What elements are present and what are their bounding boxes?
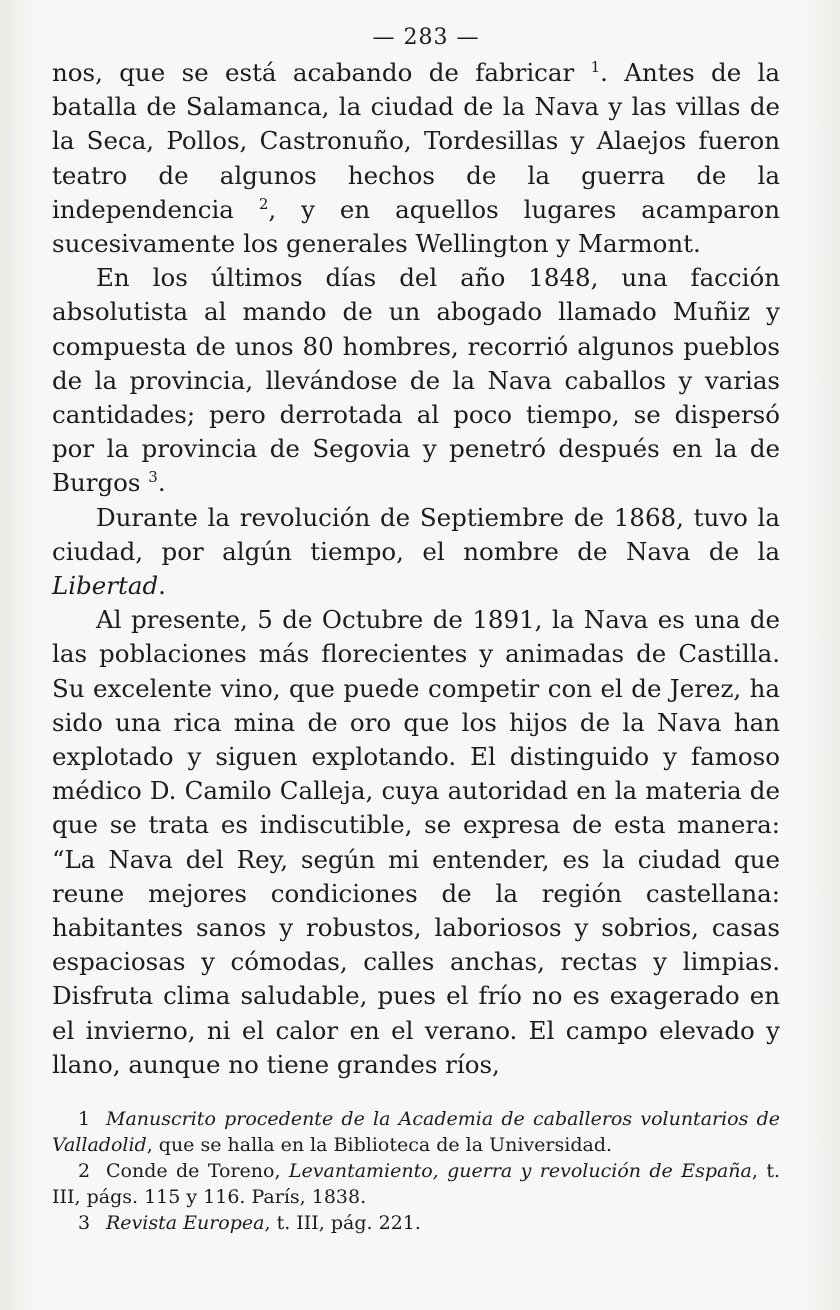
text-run: . Antes de la batalla de Salamanca, la ciudad de la Nava y las villas de la Seca, Pollos, Castronuño, Tordesillas y Alaejos fueron teatro de algunos hechos de la guerra de la independencia <box>52 58 781 224</box>
text-run: , y en aquellos lugares acamparon sucesivamente los generales Wellington y Marmont. <box>52 194 781 259</box>
italic-text: Libertad <box>52 571 159 601</box>
text-run: nos, que se está acabando de fabricar <box>52 58 591 87</box>
text-run: , t. III, pág. 221. <box>264 1212 421 1234</box>
text-run: Conde de Toreno, <box>106 1160 289 1182</box>
footnote-ref-3: 3 <box>148 468 158 487</box>
italic-text: Levantamiento, guerra y revolución de España <box>288 1160 752 1182</box>
text-run: . <box>158 571 166 601</box>
text-run: Durante la revolución de Septiembre de 1868, tuvo la ciudad, por algún tiempo, el nombre de Nava de la <box>52 502 780 566</box>
text-run: En los últimos días del año 1848, una facción absolutista al mando de un abogado llamado Muñiz y compuesta de unos 80 hombres, recorrió algunos pueblos de la provincia, llevándose de la Nava caballos y varias cantidades; pero derrotada al poco tiempo, se dispersó por la provincia de Segovia y penetró después en la de Burgos <box>52 263 780 498</box>
footnote-1 <box>52 1106 780 1158</box>
footnote-2 <box>52 1158 780 1210</box>
footnote-number: 3 <box>78 1212 91 1234</box>
text-run: , que se halla en la Biblioteca de la Universidad. <box>146 1134 613 1156</box>
paragraph-3 <box>52 501 780 604</box>
text-run: , t. III, págs. 115 y 116. París, 1838. <box>52 1160 780 1208</box>
text-run: Al presente, 5 de Octubre de 1891, la Nava es una de las poblaciones más florecientes y animadas de Castilla. Su excelente vino, que puede competir con el de Jerez, ha sido una rica mina de oro que los hijos de la Nava han explotado y siguen explotando. El distinguido y famoso médico D. Camilo Calleja, cuya autoridad en la materia de que se trata es indiscutible, se expresa de esta manera: “La Nava del Rey, según mi entender, es la ciudad que reune mejores condiciones de la región castellana: habitantes sanos y robustos, laboriosos y sobrios, casas espaciosas y cómodas, calles anchas, rectas y limpias. Disfruta clima saludable, pues el frío no es exagerado en el invierno, ni el calor en el verano. El campo elevado y llano, aunque no tiene grandes ríos, <box>52 605 780 1079</box>
footnote-number: 2 <box>78 1160 91 1182</box>
main-text <box>52 56 780 1082</box>
text-run: . <box>157 468 166 498</box>
page-number: — 283 — <box>372 25 480 50</box>
footnote-ref-1: 1 <box>590 57 601 76</box>
paragraph-4 <box>52 603 780 1082</box>
footnotes <box>52 1106 780 1236</box>
italic-text: Manuscrito procedente de la Academia de caballeros voluntarios de Valladolid <box>52 1108 780 1156</box>
paragraph-1 <box>52 56 780 261</box>
footnote-3 <box>52 1210 780 1236</box>
footnote-number: 1 <box>78 1108 91 1130</box>
footnote-ref-2: 2 <box>258 194 269 213</box>
italic-text: Revista Europea <box>106 1212 265 1234</box>
paragraph-2 <box>52 261 780 500</box>
